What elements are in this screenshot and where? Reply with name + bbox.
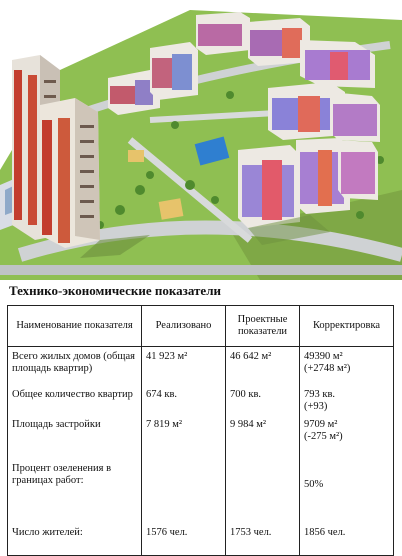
column-header-corrected: Корректировка <box>300 306 394 347</box>
row-planned: 9 984 м² <box>226 419 300 463</box>
row-realized <box>142 463 226 519</box>
corrected-note: (+93) <box>304 400 328 412</box>
row-realized: 41 923 м² <box>142 347 226 390</box>
row-realized: 7 819 м² <box>142 419 226 463</box>
table-row <box>8 419 394 463</box>
row-planned: 46 642 м² <box>226 347 300 390</box>
row-corrected: 1856 чел. <box>300 519 394 556</box>
row-name: Всего жилых домов (общая площадь квартир) <box>8 347 142 390</box>
row-planned <box>226 463 300 519</box>
document-title: Технико-экономические показатели <box>9 283 221 298</box>
corrected-value: 793 кв. <box>304 389 336 400</box>
table-header-row <box>8 306 394 347</box>
row-name: Процент озеленения в границах работ: <box>8 463 142 519</box>
corrected-value: 9709 м² <box>304 419 338 430</box>
row-realized: 674 кв. <box>142 389 226 419</box>
table-row <box>8 519 394 556</box>
corrected-note: (-275 м²) <box>304 430 343 442</box>
row-realized: 1576 чел. <box>142 519 226 556</box>
row-planned: 1753 чел. <box>226 519 300 556</box>
row-name: Общее количество квартир <box>8 389 142 419</box>
corrected-value: 50% <box>304 479 324 490</box>
corrected-value: 49390 м² <box>304 351 343 362</box>
row-corrected <box>300 347 394 390</box>
row-planned: 700 кв. <box>226 389 300 419</box>
row-corrected <box>300 419 394 463</box>
column-header-realized: Реализовано <box>142 306 226 347</box>
column-header-planned: Проектные показатели <box>226 306 300 347</box>
corrected-note: (+2748 м²) <box>304 362 351 374</box>
table-row <box>8 389 394 419</box>
indicators-table <box>7 305 393 556</box>
row-name: Площадь застройки <box>8 419 142 463</box>
table-row <box>8 347 394 390</box>
column-header-name: Наименование показателя <box>8 306 142 347</box>
row-corrected <box>300 463 394 519</box>
row-name: Число жителей: <box>8 519 142 556</box>
table-row <box>8 463 394 519</box>
row-corrected <box>300 389 394 419</box>
